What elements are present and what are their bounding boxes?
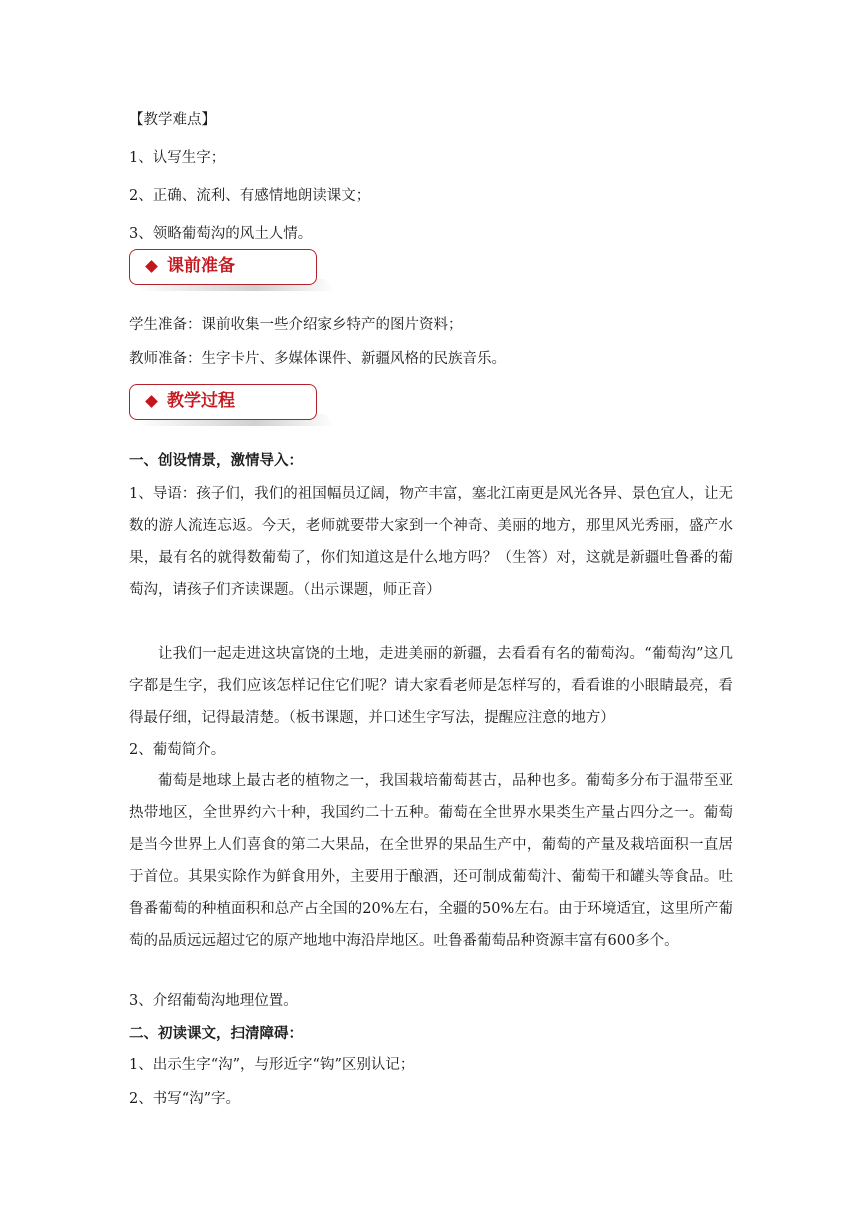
part2-item-1: 1、出示生字“沟”，与形近字“钩”区别认记；: [129, 1057, 415, 1073]
part2-heading: 二、初读课文，扫清障碍：: [129, 1025, 303, 1042]
part1-second-paragraph: 让我们一起走进这块富饶的土地，走进美丽的新疆，去看看有名的葡萄沟。“葡萄沟”这几字都是生字，我们应该怎样记住它们呢？请大家看老师是怎样写的，看看谁的小眼睛最亮，看得最仔细，记得最清楚。（板书课题，并口述生字写法，提醒应注意的地方）: [129, 646, 733, 726]
part1-item-2: 2、葡萄简介。: [129, 742, 226, 758]
part1-intro-paragraph: 1、导语：孩子们，我们的祖国幅员辽阔，物产丰富，塞北江南更是风光各异、景色宜人，让无数的游人流连忘返。今天，老师就要带大家到一个神奇、美丽的地方，那里风光秀丽，盛产水果，最有名的就得数葡萄了，你们知道这是什么地方吗？（生答）对，这就是新疆吐鲁番的葡萄沟，请孩子们齐读课题。（出示课题，师正音）: [129, 486, 733, 598]
part2-item-2: 2、书写“沟”字。: [129, 1091, 241, 1107]
part2-list: [129, 1050, 733, 1115]
difficulty-item-1: 1、认写生字；: [129, 150, 226, 166]
teacher-preparation: 教师准备：生字卡片、多媒体课件、新疆风格的民族音乐。: [129, 351, 506, 367]
difficulties-heading: 【教学难点】: [129, 112, 216, 128]
part1-item-3: 3、介绍葡萄沟地理位置。: [129, 993, 298, 1009]
preparation-section: [129, 310, 733, 375]
part1-heading: 一、创设情景，激情导入：: [129, 452, 303, 469]
process-title: 教学过程: [167, 391, 235, 411]
process-header: [129, 384, 339, 426]
difficulty-item-3: 3、领略葡萄沟的风土人情。: [129, 226, 313, 242]
preparation-title: 课前准备: [167, 256, 235, 276]
preparation-header: [129, 249, 339, 291]
difficulties-section: [129, 105, 733, 250]
grape-intro-paragraph: 葡萄是地球上最古老的植物之一，我国栽培葡萄甚古，品种也多。葡萄多分布于温带至亚热带地区，全世界约六十种，我国约二十五种。葡萄在全世界水果类生产量占四分之一。葡萄是当今世界上人们喜食的第二大果品，在全世界的果品生产中，葡萄的产量及栽培面积一直居于首位。其果实除作为鲜食用外，主要用于酿酒，还可制成葡萄汁、葡萄干和罐头等食品。吐鲁番葡萄的种植面积和总产占全国的20%左右，全疆的50%左右。由于环境适宜，这里所产葡萄的品质远远超过它的原产地地中海沿岸地区。吐鲁番葡萄品种资源丰富有600多个。: [129, 773, 733, 949]
difficulty-item-2: 2、正确、流利、有感情地朗读课文；: [129, 188, 371, 204]
student-preparation: 学生准备：课前收集一些介绍家乡特产的图片资料；: [129, 317, 463, 333]
